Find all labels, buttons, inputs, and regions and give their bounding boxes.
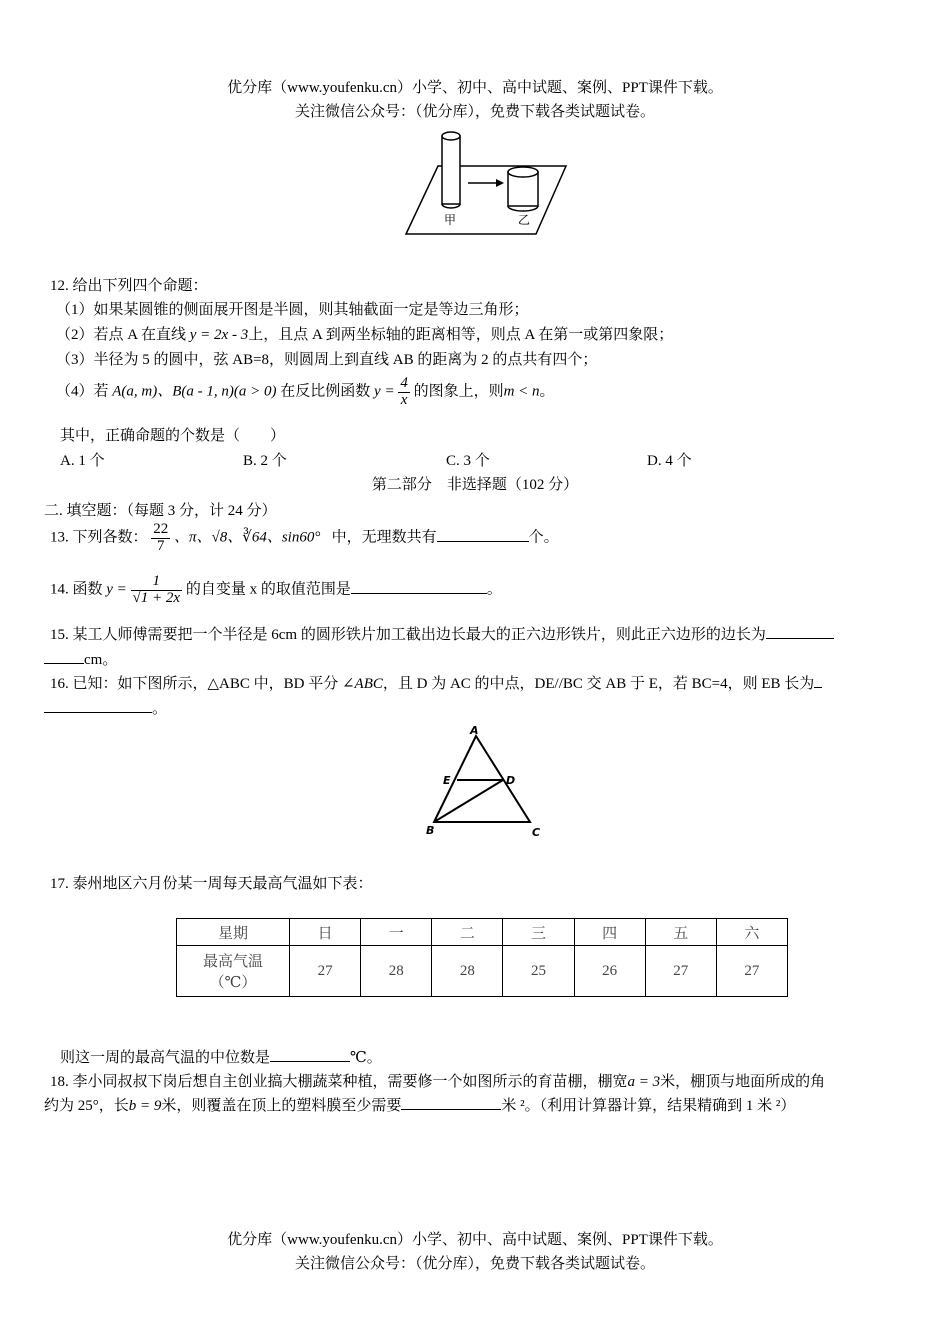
q12-proposition-4: （4）若 A(a, m)、B(a - 1, n)(a > 0) 在反比例函数 y = $\frac{4}{x}$ 的图象上，则m < n。 <box>56 375 555 408</box>
q16-line-2: 。 <box>44 697 167 718</box>
temperature-table <box>176 918 788 997</box>
part2-title: 第二部分 非选择题（102 分） <box>371 477 579 493</box>
q18-answer-blank[interactable] <box>401 1095 501 1110</box>
table-header-cell: 三 <box>503 919 574 946</box>
table-row <box>177 946 788 997</box>
table-header-cell: 六 <box>716 919 787 946</box>
q16-line-1: 16. 已知：如下图所示，△ABC 中，BD 平分 ∠ABC，且 D 为 AC 的中点，DE//BC 交 AB 于 E，若 BC=4，则 EB 长为 <box>50 672 822 693</box>
arrow-head <box>496 179 504 187</box>
label-d: D <box>506 774 516 787</box>
fraction-4-over-x: $\frac{4}{x}$ <box>400 375 408 408</box>
q12-proposition-2: （2）若点 A 在直线 y = 2x - 3上，且点 A 到两坐标轴的距离相等，则点 A 在第一或第四象限； <box>56 327 674 343</box>
short-cylinder-top <box>508 167 538 177</box>
q12-option-d: D. 4 个 <box>647 453 692 469</box>
fraction-22-over-7: $\frac{22}{7}$ <box>153 521 169 554</box>
q18-line-1: 18. 李小同叔叔下岗后想自主创业搞大棚蔬菜种植，需要修一个如图所示的育苗棚，棚宽a = 3米，棚顶与地面所成的角 <box>50 1074 826 1090</box>
table-header-cell: 星期 <box>177 919 290 946</box>
q17-answer-blank[interactable] <box>270 1047 350 1062</box>
q12-proposition-1: （1）如果某圆锥的侧面展开图是半圆，则其轴截面一定是等边三角形； <box>56 302 529 318</box>
label-a: A <box>470 724 479 737</box>
q12-option-b: B. 2 个 <box>243 453 287 469</box>
q12-stem: 12. 给出下列四个命题： <box>50 278 208 294</box>
tall-cylinder-top <box>442 132 460 140</box>
q15-line-2: cm。 <box>44 648 117 669</box>
q15-line-1: 15. 某工人师傅需要把一个半径是 6cm 的圆形铁片加工截出边长最大的正六边形铁片，则此正六边形的边长为 <box>50 623 834 644</box>
table-header-cell: 五 <box>645 919 716 946</box>
number-list: 、π、√8、∛64、sin60° <box>174 529 321 546</box>
q13: 13. 下列各数： $\frac{22}{7}$ 、π、√8、∛64、sin60° 中，无理数共有 个。 <box>50 521 559 554</box>
row-label: 最高气温 （℃） <box>177 946 290 997</box>
length-b: b = 9 <box>128 1098 162 1114</box>
q18-line-2: 约为 25°，长b = 9米，则覆盖在顶上的塑料膜至少需要 米 ²。（利用计算器计算，结果精确到 1 米 ²） <box>44 1094 795 1115</box>
table-cell: 28 <box>361 946 432 997</box>
tall-cylinder-body <box>442 136 460 204</box>
fraction-1-over-sqrt: $\frac{1}{√1 + 2x}$ <box>132 573 181 606</box>
angle-abc: ∠ABC <box>341 676 383 692</box>
footer-line-1: 优分库（www.youfenku.cn）小学、初中、高中试题、案例、PPT课件下载。 <box>227 1232 723 1248</box>
q16-answer-blank[interactable] <box>44 698 152 713</box>
q12-proposition-3: （3）半径为 5 的圆中，弦 AB=8，则圆周上到直线 AB 的距离为 2 的点共有四个； <box>56 352 598 368</box>
q17-answer: 则这一周的最高气温的中位数是 ℃。 <box>60 1046 382 1067</box>
q14-answer-blank[interactable] <box>351 579 487 594</box>
section2-title: 二. 填空题：（每题 3 分，计 24 分） <box>44 503 277 519</box>
points-expression: A(a, m)、B(a - 1, n)(a > 0) <box>112 383 277 400</box>
footer-line-2: 关注微信公众号：（优分库），免费下载各类试题试卷。 <box>294 1256 655 1272</box>
label-e: E <box>443 774 451 787</box>
table-cell: 27 <box>645 946 716 997</box>
label-jia: 甲 <box>444 213 457 227</box>
q12-option-c: C. 3 个 <box>446 453 490 469</box>
header-line-1: 优分库（www.youfenku.cn）小学、初中、高中试题、案例、PPT课件下载。 <box>227 80 723 96</box>
label-b: B <box>426 824 435 837</box>
label-c: C <box>532 826 541 839</box>
table-cell: 26 <box>574 946 645 997</box>
q12-option-a: A. 1 个 <box>60 453 105 469</box>
q12-question: 其中，正确命题的个数是（ ） <box>60 428 286 444</box>
q15-answer-blank[interactable] <box>766 624 834 639</box>
cylinders-figure <box>398 126 568 238</box>
q13-answer-blank[interactable] <box>437 527 529 542</box>
table-header-cell: 日 <box>290 919 361 946</box>
triangle-figure <box>420 722 550 840</box>
q17-stem: 17. 泰州地区六月份某一周每天最高气温如下表： <box>50 876 373 892</box>
table-header-cell: 二 <box>432 919 503 946</box>
header-line-2: 关注微信公众号：（优分库），免费下载各类试题试卷。 <box>294 104 655 120</box>
width-a: a = 3 <box>627 1074 661 1090</box>
table-header-row <box>177 919 788 946</box>
table-cell: 27 <box>290 946 361 997</box>
table-cell: 27 <box>716 946 787 997</box>
table-header-cell: 四 <box>574 919 645 946</box>
plane-parallelogram <box>406 166 566 234</box>
table-header-cell: 一 <box>361 919 432 946</box>
table-cell: 28 <box>432 946 503 997</box>
q14: 14. 函数 y = $\frac{1}{√1 + 2x}$ 的自变量 x 的取值范围是 。 <box>50 573 502 606</box>
line-equation: y = 2x - 3 <box>189 327 249 343</box>
table-cell: 25 <box>503 946 574 997</box>
label-yi: 乙 <box>518 213 531 227</box>
